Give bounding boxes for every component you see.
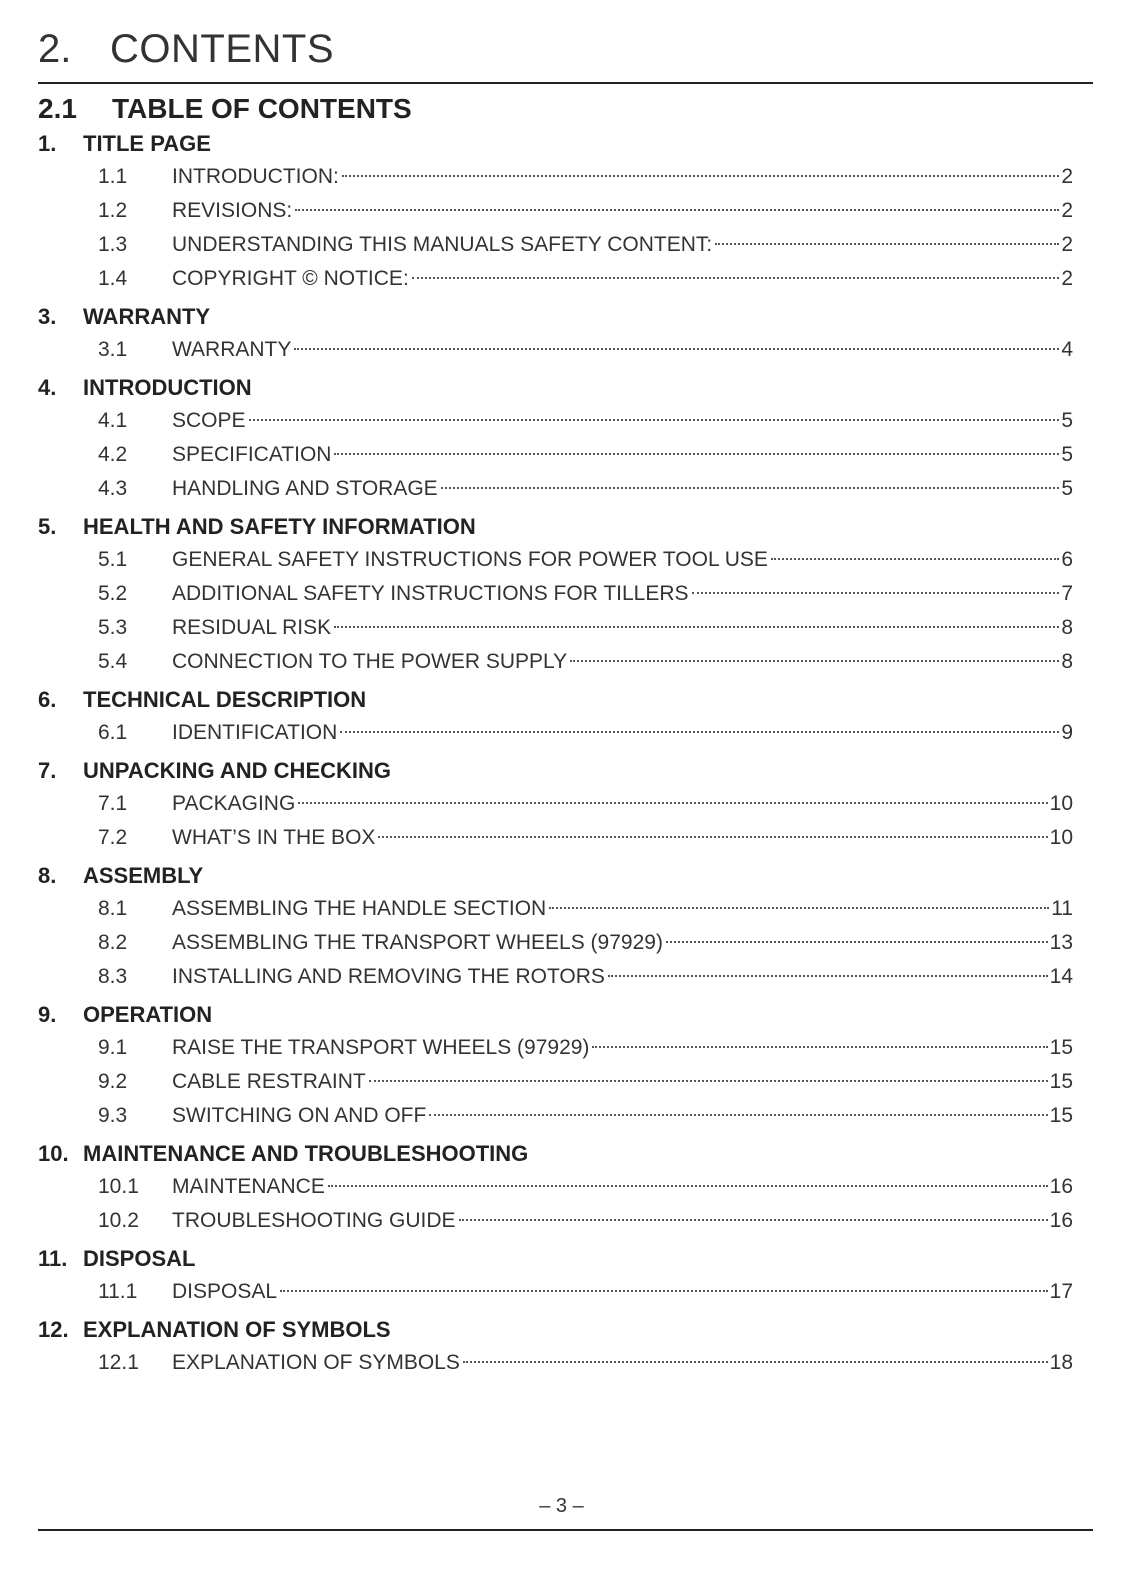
entry-page-number: 10 bbox=[1049, 792, 1073, 815]
entry-line bbox=[172, 1204, 1073, 1238]
dot-leader bbox=[334, 626, 1059, 628]
toc-section bbox=[38, 1243, 1093, 1309]
entry-page-number: 13 bbox=[1049, 931, 1073, 954]
entry-title: RESIDUAL RISK bbox=[172, 616, 332, 639]
entry-page-number: 15 bbox=[1049, 1070, 1073, 1093]
toc-section bbox=[38, 755, 1093, 855]
entry-number: 10.1 bbox=[98, 1175, 139, 1198]
section-number: 6. bbox=[38, 687, 57, 712]
section-number: 11. bbox=[38, 1246, 68, 1271]
entry-page-number: 11 bbox=[1051, 897, 1073, 920]
toc-entry[interactable] bbox=[38, 716, 1093, 750]
entry-title: IDENTIFICATION bbox=[172, 721, 338, 744]
section-title: UNPACKING AND CHECKING bbox=[83, 758, 391, 783]
toc-section bbox=[38, 372, 1093, 506]
toc-entry[interactable] bbox=[38, 892, 1093, 926]
entry-page-number: 4 bbox=[1061, 338, 1073, 361]
section-title: MAINTENANCE AND TROUBLESHOOTING bbox=[83, 1141, 529, 1166]
toc-section bbox=[38, 684, 1093, 750]
toc-section-heading[interactable] bbox=[38, 999, 1093, 1031]
entry-line bbox=[172, 1031, 1073, 1065]
dot-leader bbox=[294, 348, 1059, 350]
dot-leader bbox=[666, 941, 1048, 943]
section-number: 4. bbox=[38, 375, 57, 400]
toc-entry[interactable] bbox=[38, 438, 1093, 472]
entry-page-number: 8 bbox=[1061, 616, 1073, 639]
entry-page-number: 17 bbox=[1049, 1280, 1073, 1303]
entry-title: INTRODUCTION: bbox=[172, 165, 339, 188]
dot-leader bbox=[592, 1046, 1047, 1048]
entry-line bbox=[172, 262, 1073, 296]
entry-title: TROUBLESHOOTING GUIDE bbox=[172, 1209, 456, 1232]
entry-page-number: 10 bbox=[1049, 826, 1073, 849]
entry-line bbox=[172, 960, 1073, 994]
entry-number: 9.2 bbox=[98, 1070, 128, 1093]
toc-section bbox=[38, 301, 1093, 367]
toc-entry[interactable] bbox=[38, 1275, 1093, 1309]
dot-leader bbox=[771, 558, 1059, 560]
section-title: ASSEMBLY bbox=[83, 863, 204, 888]
toc-section-heading[interactable] bbox=[38, 860, 1093, 892]
toc-entry[interactable] bbox=[38, 1170, 1093, 1204]
toc-entry[interactable] bbox=[38, 611, 1093, 645]
entry-number: 7.1 bbox=[98, 792, 128, 815]
entry-page-number: 18 bbox=[1049, 1351, 1073, 1374]
entry-line bbox=[172, 228, 1073, 262]
toc-entry[interactable] bbox=[38, 1065, 1093, 1099]
entry-page-number: 14 bbox=[1049, 965, 1073, 988]
entry-number: 9.1 bbox=[98, 1036, 128, 1059]
entry-number: 4.2 bbox=[98, 443, 128, 466]
footer-rule bbox=[38, 1529, 1093, 1531]
toc-section bbox=[38, 860, 1093, 994]
section-title: HEALTH AND SAFETY INFORMATION bbox=[83, 514, 476, 539]
entry-line bbox=[172, 472, 1073, 506]
entry-title: INSTALLING AND REMOVING THE ROTORS bbox=[172, 965, 605, 988]
toc-section bbox=[38, 128, 1093, 296]
entry-title: ADDITIONAL SAFETY INSTRUCTIONS FOR TILLERS bbox=[172, 582, 689, 605]
entry-page-number: 16 bbox=[1049, 1209, 1073, 1232]
toc-entry[interactable] bbox=[38, 1204, 1093, 1238]
entry-line bbox=[172, 926, 1073, 960]
entry-number: 3.1 bbox=[98, 338, 128, 361]
dot-leader bbox=[298, 802, 1047, 804]
toc-entry[interactable] bbox=[38, 333, 1093, 367]
dot-leader bbox=[412, 277, 1060, 279]
entry-title: WARRANTY bbox=[172, 338, 292, 361]
entry-title: SPECIFICATION bbox=[172, 443, 332, 466]
section-title: DISPOSAL bbox=[83, 1246, 196, 1271]
toc-entry[interactable] bbox=[38, 1099, 1093, 1133]
entry-title: MAINTENANCE bbox=[172, 1175, 325, 1198]
dot-leader bbox=[692, 592, 1060, 594]
entry-number: 12.1 bbox=[98, 1351, 139, 1374]
entry-number: 8.1 bbox=[98, 897, 128, 920]
dot-leader bbox=[280, 1290, 1048, 1292]
dot-leader bbox=[342, 175, 1059, 177]
toc-section bbox=[38, 999, 1093, 1133]
toc-section bbox=[38, 1138, 1093, 1238]
entry-number: 9.3 bbox=[98, 1104, 128, 1127]
section-number: 3. bbox=[38, 304, 57, 329]
toc-section-heading[interactable] bbox=[38, 511, 1093, 543]
entry-number: 8.3 bbox=[98, 965, 128, 988]
section-title: EXPLANATION OF SYMBOLS bbox=[83, 1317, 391, 1342]
toc-section bbox=[38, 1314, 1093, 1380]
entry-line bbox=[172, 716, 1073, 750]
entry-number: 1.2 bbox=[98, 199, 128, 222]
entry-page-number: 5 bbox=[1061, 443, 1073, 466]
section-title: INTRODUCTION bbox=[83, 375, 252, 400]
entry-page-number: 2 bbox=[1061, 267, 1073, 290]
toc-entry[interactable] bbox=[38, 472, 1093, 506]
toc-entry[interactable] bbox=[38, 228, 1093, 262]
entry-page-number: 8 bbox=[1061, 650, 1073, 673]
entry-title: DISPOSAL bbox=[172, 1280, 278, 1303]
entry-number: 1.1 bbox=[98, 165, 128, 188]
section-number: 12. bbox=[38, 1317, 69, 1342]
toc-entry[interactable] bbox=[38, 194, 1093, 228]
entry-page-number: 15 bbox=[1049, 1036, 1073, 1059]
entry-line bbox=[172, 1275, 1073, 1309]
entry-title: CONNECTION TO THE POWER SUPPLY bbox=[172, 650, 568, 673]
entry-line bbox=[172, 333, 1073, 367]
entry-line bbox=[172, 611, 1073, 645]
entry-title: GENERAL SAFETY INSTRUCTIONS FOR POWER TOOL USE bbox=[172, 548, 768, 571]
entry-number: 6.1 bbox=[98, 721, 128, 744]
entry-line bbox=[172, 787, 1073, 821]
entry-line bbox=[172, 438, 1073, 472]
toc-section-heading[interactable] bbox=[38, 1314, 1093, 1346]
entry-line bbox=[172, 1065, 1073, 1099]
section-number: 10. bbox=[38, 1141, 69, 1166]
toc-section-heading[interactable] bbox=[38, 301, 1093, 333]
dot-leader bbox=[249, 419, 1060, 421]
entry-number: 5.1 bbox=[98, 548, 128, 571]
entry-line bbox=[172, 892, 1073, 926]
entry-number: 10.2 bbox=[98, 1209, 139, 1232]
entry-number: 1.3 bbox=[98, 233, 128, 256]
section-title: OPERATION bbox=[83, 1002, 213, 1027]
toc-section-heading[interactable] bbox=[38, 1138, 1093, 1170]
entry-line bbox=[172, 543, 1073, 577]
table-of-contents bbox=[38, 128, 1093, 1385]
entry-line bbox=[172, 404, 1073, 438]
toc-entry[interactable] bbox=[38, 543, 1093, 577]
entry-page-number: 9 bbox=[1061, 721, 1073, 744]
entry-number: 7.2 bbox=[98, 826, 128, 849]
entry-title: HANDLING AND STORAGE bbox=[172, 477, 438, 500]
section-number: 9. bbox=[38, 1002, 57, 1027]
toc-heading-number: 2.1 bbox=[38, 93, 77, 124]
section-title: TECHNICAL DESCRIPTION bbox=[83, 687, 367, 712]
entry-title: REVISIONS: bbox=[172, 199, 293, 222]
entry-title: SCOPE bbox=[172, 409, 246, 432]
toc-entry[interactable] bbox=[38, 1031, 1093, 1065]
entry-number: 4.1 bbox=[98, 409, 128, 432]
page-header bbox=[38, 26, 1093, 84]
toc-entry[interactable] bbox=[38, 926, 1093, 960]
section-number: 7. bbox=[38, 758, 57, 783]
chapter-title: CONTENTS bbox=[110, 27, 334, 71]
entry-number: 8.2 bbox=[98, 931, 128, 954]
toc-entry[interactable] bbox=[38, 160, 1093, 194]
entry-page-number: 5 bbox=[1061, 409, 1073, 432]
entry-title: ASSEMBLING THE TRANSPORT WHEELS (97929) bbox=[172, 931, 663, 954]
dot-leader bbox=[441, 487, 1060, 489]
entry-title: UNDERSTANDING THIS MANUALS SAFETY CONTENT: bbox=[172, 233, 713, 256]
dot-leader bbox=[549, 907, 1049, 909]
dot-leader bbox=[295, 209, 1059, 211]
entry-title: COPYRIGHT © NOTICE: bbox=[172, 267, 409, 290]
entry-number: 5.4 bbox=[98, 650, 128, 673]
dot-leader bbox=[608, 975, 1048, 977]
entry-number: 11.1 bbox=[98, 1280, 138, 1303]
toc-entry[interactable] bbox=[38, 577, 1093, 611]
entry-page-number: 2 bbox=[1061, 233, 1073, 256]
toc-section-heading[interactable] bbox=[38, 128, 1093, 160]
entry-title: WHAT’S IN THE BOX bbox=[172, 826, 376, 849]
section-number: 8. bbox=[38, 863, 57, 888]
dot-leader bbox=[715, 243, 1059, 245]
section-title: WARRANTY bbox=[83, 304, 211, 329]
section-number: 5. bbox=[38, 514, 57, 539]
toc-entry[interactable] bbox=[38, 404, 1093, 438]
toc-entry[interactable] bbox=[38, 1346, 1093, 1380]
entry-line bbox=[172, 1346, 1073, 1380]
toc-section-heading[interactable] bbox=[38, 372, 1093, 404]
toc-section-heading[interactable] bbox=[38, 1243, 1093, 1275]
entry-page-number: 2 bbox=[1061, 199, 1073, 222]
entry-number: 5.2 bbox=[98, 582, 128, 605]
dot-leader bbox=[378, 836, 1047, 838]
entry-line bbox=[172, 160, 1073, 194]
entry-title: ASSEMBLING THE HANDLE SECTION bbox=[172, 897, 547, 920]
entry-number: 1.4 bbox=[98, 267, 128, 290]
toc-entry[interactable] bbox=[38, 262, 1093, 296]
dot-leader bbox=[570, 660, 1059, 662]
entry-line bbox=[172, 1099, 1073, 1133]
toc-heading-title: TABLE OF CONTENTS bbox=[112, 93, 412, 124]
chapter-number: 2. bbox=[38, 27, 72, 71]
entry-title: PACKAGING bbox=[172, 792, 296, 815]
entry-line bbox=[172, 194, 1073, 228]
entry-title: CABLE RESTRAINT bbox=[172, 1070, 366, 1093]
entry-line bbox=[172, 577, 1073, 611]
dot-leader bbox=[334, 453, 1059, 455]
entry-title: RAISE THE TRANSPORT WHEELS (97929) bbox=[172, 1036, 590, 1059]
toc-section bbox=[38, 511, 1093, 679]
entry-page-number: 16 bbox=[1049, 1175, 1073, 1198]
dot-leader bbox=[328, 1185, 1048, 1187]
entry-page-number: 6 bbox=[1061, 548, 1073, 571]
toc-entry[interactable] bbox=[38, 787, 1093, 821]
section-number: 1. bbox=[38, 131, 57, 156]
toc-section-heading[interactable] bbox=[38, 755, 1093, 787]
toc-section-heading[interactable] bbox=[38, 684, 1093, 716]
entry-page-number: 2 bbox=[1061, 165, 1073, 188]
entry-line bbox=[172, 645, 1073, 679]
dot-leader bbox=[429, 1114, 1047, 1116]
entry-title: SWITCHING ON AND OFF bbox=[172, 1104, 427, 1127]
entry-number: 4.3 bbox=[98, 477, 128, 500]
page-number: – 3 – bbox=[539, 1495, 584, 1517]
entry-page-number: 7 bbox=[1061, 582, 1073, 605]
toc-entry[interactable] bbox=[38, 821, 1093, 855]
dot-leader bbox=[463, 1361, 1048, 1363]
entry-page-number: 5 bbox=[1061, 477, 1073, 500]
section-title: TITLE PAGE bbox=[83, 131, 211, 156]
entry-line bbox=[172, 821, 1073, 855]
entry-page-number: 15 bbox=[1049, 1104, 1073, 1127]
entry-line bbox=[172, 1170, 1073, 1204]
dot-leader bbox=[340, 731, 1059, 733]
entry-title: EXPLANATION OF SYMBOLS bbox=[172, 1351, 460, 1374]
dot-leader bbox=[459, 1219, 1048, 1221]
toc-entry[interactable] bbox=[38, 960, 1093, 994]
dot-leader bbox=[369, 1080, 1048, 1082]
toc-entry[interactable] bbox=[38, 645, 1093, 679]
entry-number: 5.3 bbox=[98, 616, 128, 639]
